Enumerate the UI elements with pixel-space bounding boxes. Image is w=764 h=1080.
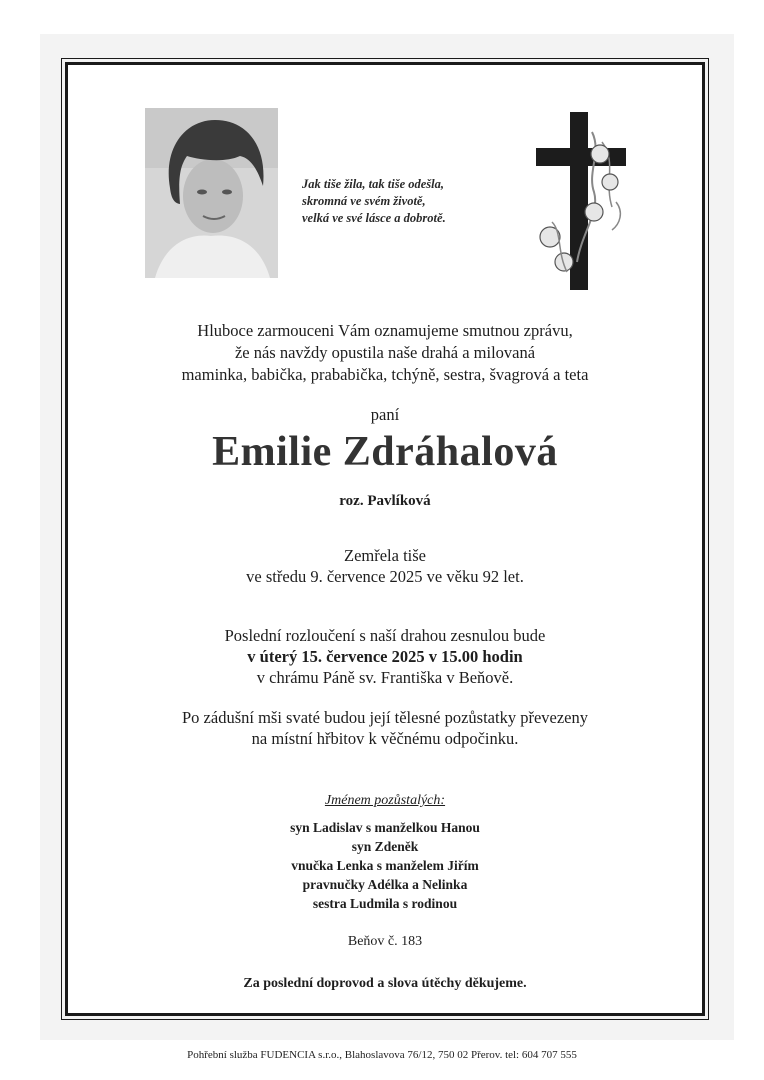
mourner-item: sestra Ludmila s rodinou xyxy=(312,896,458,911)
motto-line: Jak tiše žila, tak tiše odešla, xyxy=(302,177,445,191)
deceased-name: Emilie Zdráhalová xyxy=(212,429,558,475)
mourner-item: vnučka Lenka s manželem Jiřím xyxy=(291,858,479,873)
portrait-photo xyxy=(145,108,278,278)
salutation: paní xyxy=(370,405,400,424)
intro-line: Hluboce zarmouceni Vám oznamujeme smutnou zprávu, xyxy=(197,321,573,340)
address: Beňov č. 183 xyxy=(347,934,423,949)
mourners-label: Jménem pozůstalých: xyxy=(324,793,446,808)
burial-line: Po zádušní mši svaté budou její tělesné pozůstatky převezeny xyxy=(182,708,588,727)
maiden-name: roz. Pavlíková xyxy=(339,493,431,509)
funeral-service-footer: Pohřební služba FUDENCIA s.r.o., Blahoslavova 76/12, 750 02 Přerov. tel: 604 707 555 xyxy=(187,1049,577,1061)
mourners-list xyxy=(65,818,705,913)
cross-with-roses-icon xyxy=(532,112,632,290)
motto-verse xyxy=(302,176,502,227)
funeral-details xyxy=(65,625,705,688)
mourner-item: pravnučky Adélka a Nelinka xyxy=(302,877,468,892)
motto-line: skromná ve svém životě, xyxy=(302,194,426,208)
mourner-item: syn Ladislav s manželkou Hanou xyxy=(290,820,480,835)
funeral-date-time: v úterý 15. července 2025 v 15.00 hodin xyxy=(247,647,523,666)
announcement-intro xyxy=(65,320,705,386)
mourner-item: syn Zdeněk xyxy=(351,839,419,854)
motto-line: velká ve své lásce a dobrotě. xyxy=(302,211,446,225)
intro-line: maminka, babička, prababička, tchýně, sestra, švagrová a teta xyxy=(181,365,589,384)
funeral-location: v chrámu Páně sv. Františka v Beňově. xyxy=(256,668,514,687)
death-line: ve středu 9. července 2025 ve věku 92 let. xyxy=(246,567,524,586)
funeral-line: Poslední rozloučení s naší drahou zesnulou bude xyxy=(224,626,546,645)
burial-line: na místní hřbitov k věčnému odpočinku. xyxy=(251,729,519,748)
intro-line: že nás navždy opustila naše drahá a milovaná xyxy=(234,343,536,362)
thanks-line: Za poslední doprovod a slova útěchy děkujeme. xyxy=(243,976,527,991)
death-notice xyxy=(65,545,705,587)
burial-notice xyxy=(65,707,705,749)
death-line: Zemřela tiše xyxy=(343,546,426,565)
